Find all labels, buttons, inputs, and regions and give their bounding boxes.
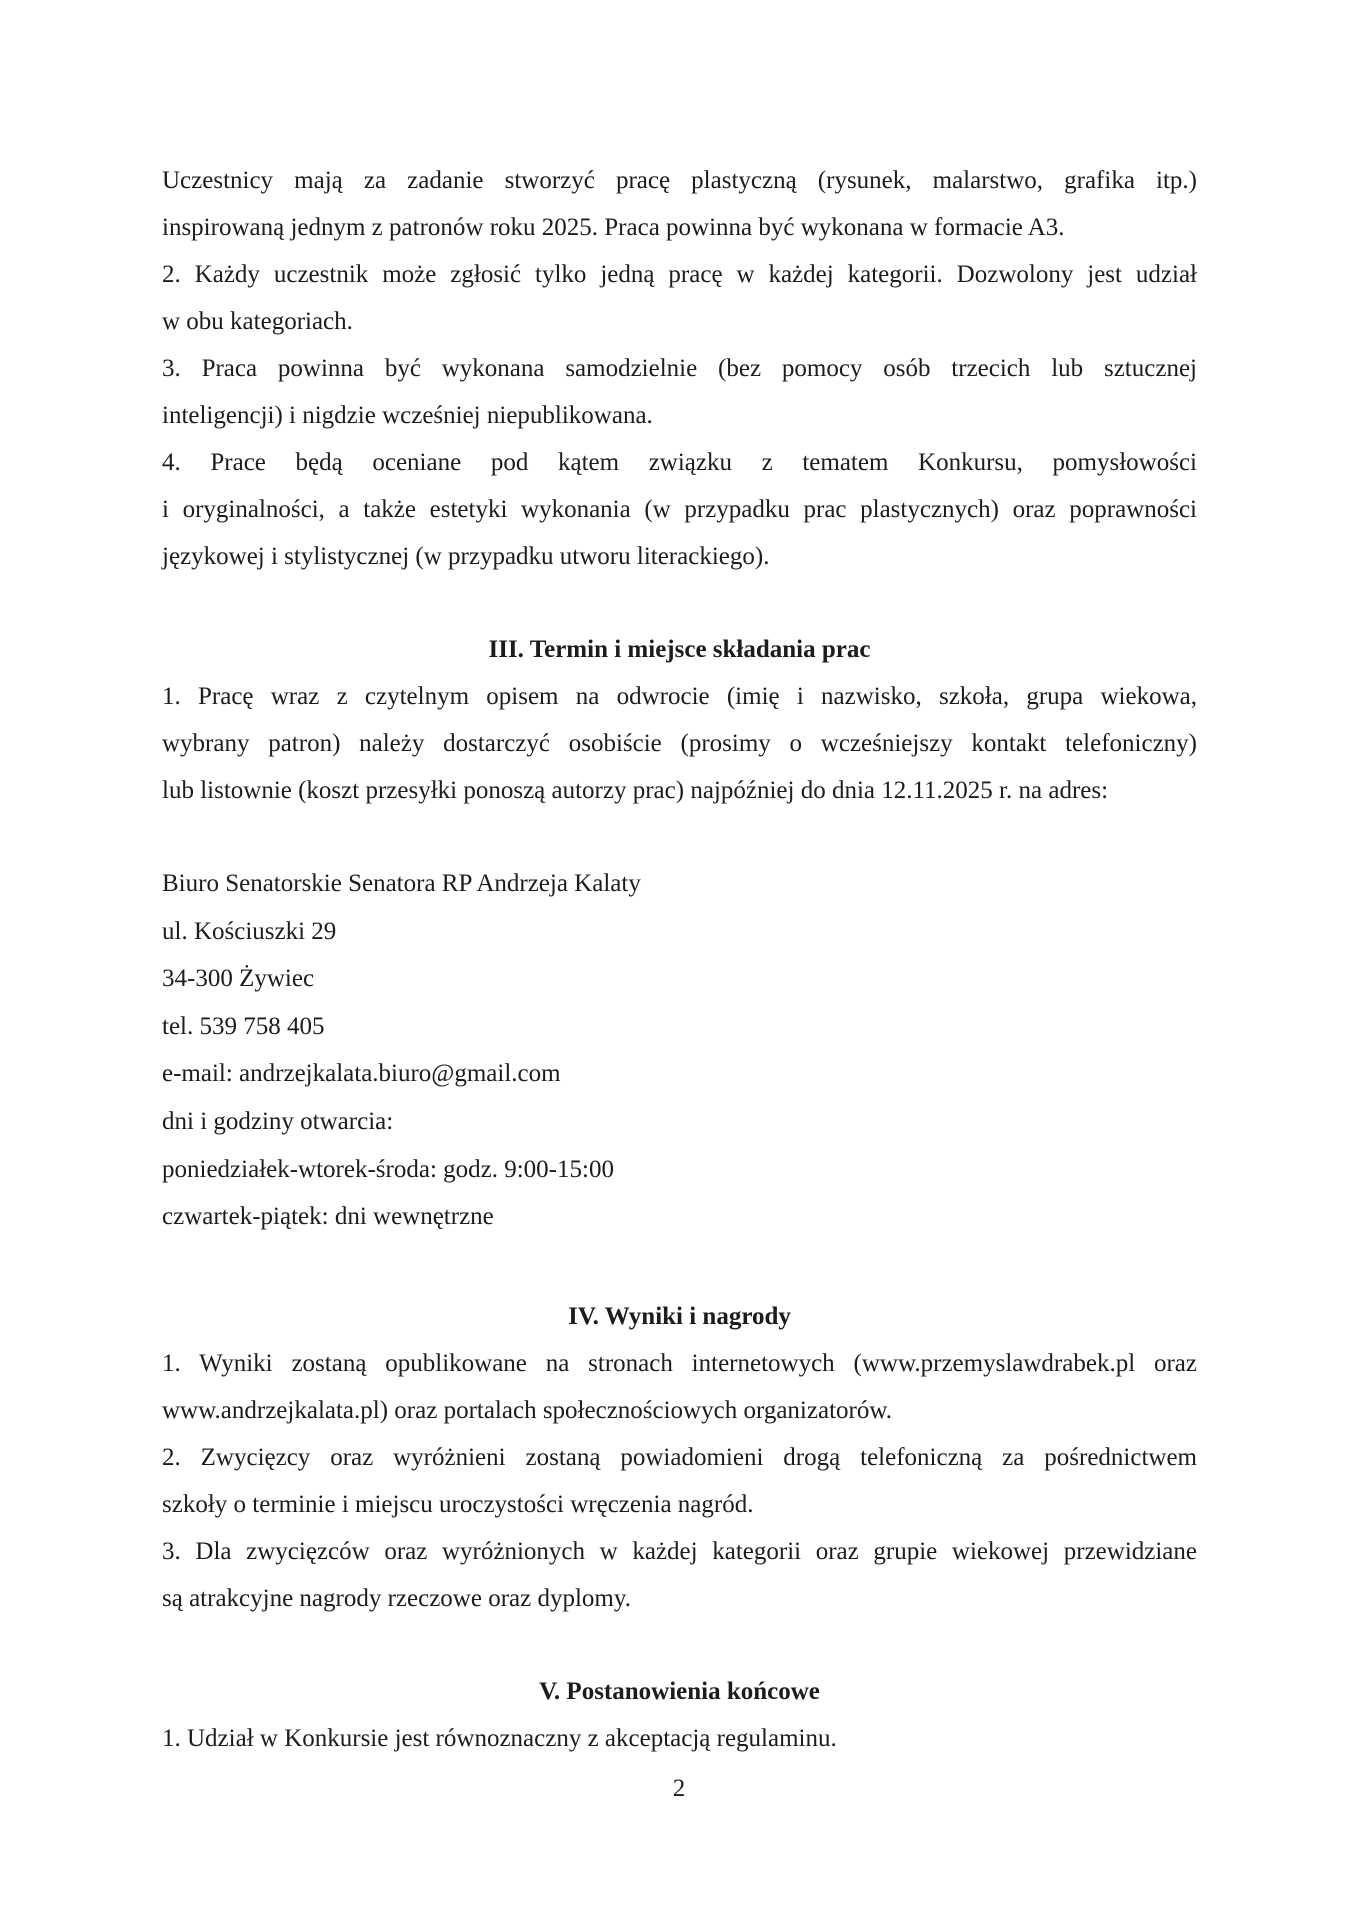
rule-4-line-1: 4. Prace będą oceniane pod kątem związku z tematem Konkursu, pomysłowości <box>162 449 1197 476</box>
address-hours-mon-wed: poniedziałek-wtorek-środa: godz. 9:00-15:00 <box>162 1155 614 1183</box>
section-4-heading: IV. Wyniki i nagrody <box>568 1302 791 1330</box>
address-phone: tel. 539 758 405 <box>162 1012 325 1040</box>
spacer <box>162 1241 1197 1293</box>
section-5-p1: 1. Udział w Konkursie jest równoznaczny z akceptacją regulaminu. <box>162 1724 837 1752</box>
section-3-line-1: 1. Pracę wraz z czytelnym opisem na odwrocie (imię i nazwisko, szkoła, grupa wiekowa, <box>162 683 1197 710</box>
intro-line-2: inspirowaną jednym z patronów roku 2025. Praca powinna być wykonana w formacie A3. <box>162 214 1065 241</box>
section-4-p2-line-1: 2. Zwycięzcy oraz wyróżnieni zostaną powiadomieni drogą telefoniczną za pośrednictwem <box>162 1443 1197 1471</box>
section-4-p1-line-1: 1. Wyniki zostaną opublikowane na stronach internetowych (www.przemyslawdrabek.pl oraz <box>162 1349 1197 1377</box>
section-4-p3-line-2: są atrakcyjne nagrody rzeczowe oraz dyplomy. <box>162 1584 631 1612</box>
section-3-line-3: lub listownie (koszt przesyłki ponoszą autorzy prac) najpóźniej do dnia 12.11.2025 r. na adres: <box>162 777 1109 804</box>
page-number: 2 <box>672 1775 686 1802</box>
spacer <box>162 814 1197 860</box>
address-street: ul. Kościuszki 29 <box>162 917 337 945</box>
spacer <box>162 580 1197 626</box>
address-hours-label: dni i godziny otwarcia: <box>162 1107 394 1135</box>
spacer <box>162 1622 1197 1668</box>
rule-2-line-2: w obu kategoriach. <box>162 308 353 335</box>
intro-line-1: Uczestnicy mają za zadanie stworzyć pracę plastyczną (rysunek, malarstwo, grafika itp.) <box>162 167 1197 194</box>
address-hours-thu-fri: czwartek-piątek: dni wewnętrzne <box>162 1203 494 1231</box>
address-block <box>162 860 1197 1241</box>
rule-4-line-3: językowej i stylistycznej (w przypadku utworu literackiego). <box>162 543 770 570</box>
section-3-heading: III. Termin i miejsce składania prac <box>488 636 871 663</box>
rule-4-line-2: i oryginalności, a także estetyki wykonania (w przypadku prac plastycznych) oraz poprawności <box>162 496 1197 523</box>
rule-3-line-1: 3. Praca powinna być wykonana samodzielnie (bez pomocy osób trzecich lub sztucznej <box>162 355 1197 382</box>
rule-3-line-2: inteligencji) i nigdzie wcześniej niepublikowana. <box>162 402 653 429</box>
address-email: e-mail: andrzejkalata.biuro@gmail.com <box>162 1060 561 1088</box>
section-4-p2-line-2: szkoły o terminie i miejscu uroczystości wręczenia nagród. <box>162 1490 754 1518</box>
address-office: Biuro Senatorskie Senatora RP Andrzeja Kalaty <box>162 870 641 897</box>
section-3-line-2: wybrany patron) należy dostarczyć osobiście (prosimy o wcześniejszy kontakt telefoniczny) <box>162 730 1197 757</box>
section-4-p3-line-1: 3. Dla zwycięzców oraz wyróżnionych w każdej kategorii oraz grupie wiekowej przewidziane <box>162 1537 1197 1565</box>
page-content <box>162 157 1197 1762</box>
section-5-heading: V. Postanowienia końcowe <box>539 1677 820 1705</box>
rule-2-line-1: 2. Każdy uczestnik może zgłosić tylko jedną pracę w każdej kategorii. Dozwolony jest udział <box>162 261 1197 288</box>
section-4-p1-line-2: www.andrzejkalata.pl) oraz portalach społecznościowych organizatorów. <box>162 1396 893 1424</box>
address-city: 34-300 Żywiec <box>162 965 315 993</box>
